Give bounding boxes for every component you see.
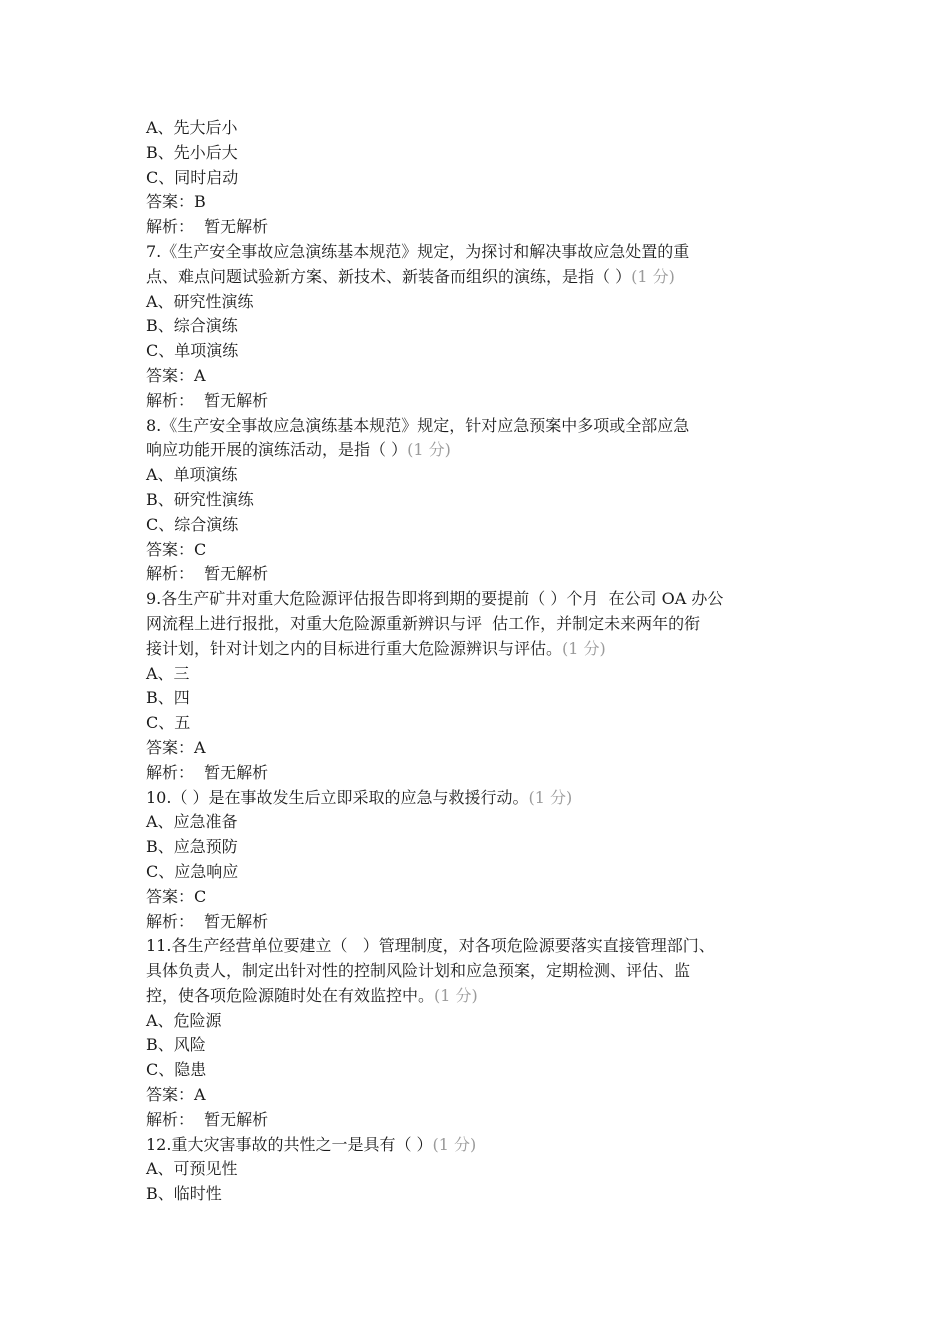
question-9 [146, 587, 806, 785]
question-score: (1 分) [528, 787, 573, 807]
option-a: A、先大后小 [146, 118, 238, 137]
option-c: C、应急响应 [146, 861, 239, 881]
option-b: B、综合演练 [146, 316, 238, 336]
question-score: (1 分) [562, 638, 606, 658]
question-stem-last [146, 265, 806, 290]
question-12 [146, 1133, 806, 1207]
option-b: B、先小后大 [146, 142, 238, 162]
analysis: 解析： 暂无解析 [146, 217, 269, 237]
question-stem: 具体负责人，制定出针对性的控制风险计划和应急预案，定期检测、评估、监 [146, 961, 691, 981]
option-a: A、三 [146, 663, 190, 683]
option-b: B、研究性演练 [146, 489, 254, 509]
question-stem: 网流程上进行报批，对重大危险源重新辨识与评 估工作，并制定未来两年的衔 [146, 613, 701, 633]
option-b: B、临时性 [146, 1184, 222, 1204]
option-c: C、单项演练 [146, 341, 239, 361]
option-b: B、应急预防 [146, 837, 238, 857]
question-stem: 9.各生产矿井对重大危险源评估报告即将到期的要提前（ ）个月 在公司 OA 办公 [146, 589, 724, 609]
analysis: 解析： 暂无解析 [146, 911, 269, 931]
analysis: 解析： 暂无解析 [146, 762, 269, 782]
answer: 答案：A [146, 1085, 206, 1105]
option-a: A、应急准备 [146, 812, 238, 832]
question-score: (1 分) [631, 266, 675, 286]
question-stem: 7.《生产安全事故应急演练基本规范》规定，为探讨和解决事故应急处置的重 [146, 241, 690, 261]
question-7 [146, 240, 806, 414]
analysis: 解析： 暂无解析 [146, 390, 269, 410]
question-6-tail [146, 116, 806, 240]
question-8 [146, 414, 806, 588]
question-score: (1 分) [407, 440, 451, 460]
option-a: A、单项演练 [146, 465, 238, 485]
question-stem-text: 响应功能开展的演练活动，是指（ ） [146, 440, 408, 460]
question-stem-text: 接计划，针对计划之内的目标进行重大危险源辨识与评估。 [146, 638, 563, 658]
analysis: 解析： 暂无解析 [146, 564, 269, 584]
option-a: A、可预见性 [146, 1159, 238, 1179]
option-c: C、五 [146, 713, 191, 733]
question-11 [146, 934, 806, 1132]
question-stem: 8.《生产安全事故应急演练基本规范》规定，针对应急预案中多项或全部应急 [146, 415, 690, 435]
option-b: B、四 [146, 688, 190, 708]
exam-page [146, 116, 806, 1207]
option-c: C、综合演练 [146, 514, 239, 534]
answer: 答案：C [146, 886, 207, 906]
analysis: 解析： 暂无解析 [146, 1109, 269, 1129]
question-stem-last [146, 438, 806, 463]
option-a: A、危险源 [146, 1010, 222, 1030]
answer: 答案：A [146, 365, 206, 385]
answer: 答案：B [146, 192, 206, 212]
question-score: (1 分) [434, 985, 478, 1005]
option-c: C、隐患 [146, 1060, 207, 1080]
option-a: A、研究性演练 [146, 291, 254, 311]
option-b: B、风险 [146, 1035, 206, 1055]
question-10 [146, 786, 806, 935]
question-stem-last [146, 1133, 806, 1158]
question-stem-text: 10.（ ）是在事故发生后立即采取的应急与救援行动。 [146, 787, 529, 807]
option-c: C、同时启动 [146, 167, 239, 187]
question-stem-text: 12.重大灾害事故的共性之一是具有（ ） [146, 1134, 433, 1154]
answer: 答案：C [146, 539, 207, 559]
question-stem-last [146, 786, 806, 811]
question-stem-last [146, 637, 806, 662]
question-stem: 11.各生产经营单位要建立（ ）管理制度，对各项危险源要落实直接管理部门、 [146, 936, 715, 956]
question-stem-last [146, 984, 806, 1009]
question-score: (1 分) [432, 1134, 477, 1154]
answer: 答案：A [146, 737, 206, 757]
question-stem-text: 控，使各项危险源随时处在有效监控中。 [146, 985, 435, 1005]
question-stem-text: 点、难点问题试验新方案、新技术、新装备而组织的演练，是指（ ） [146, 266, 632, 286]
